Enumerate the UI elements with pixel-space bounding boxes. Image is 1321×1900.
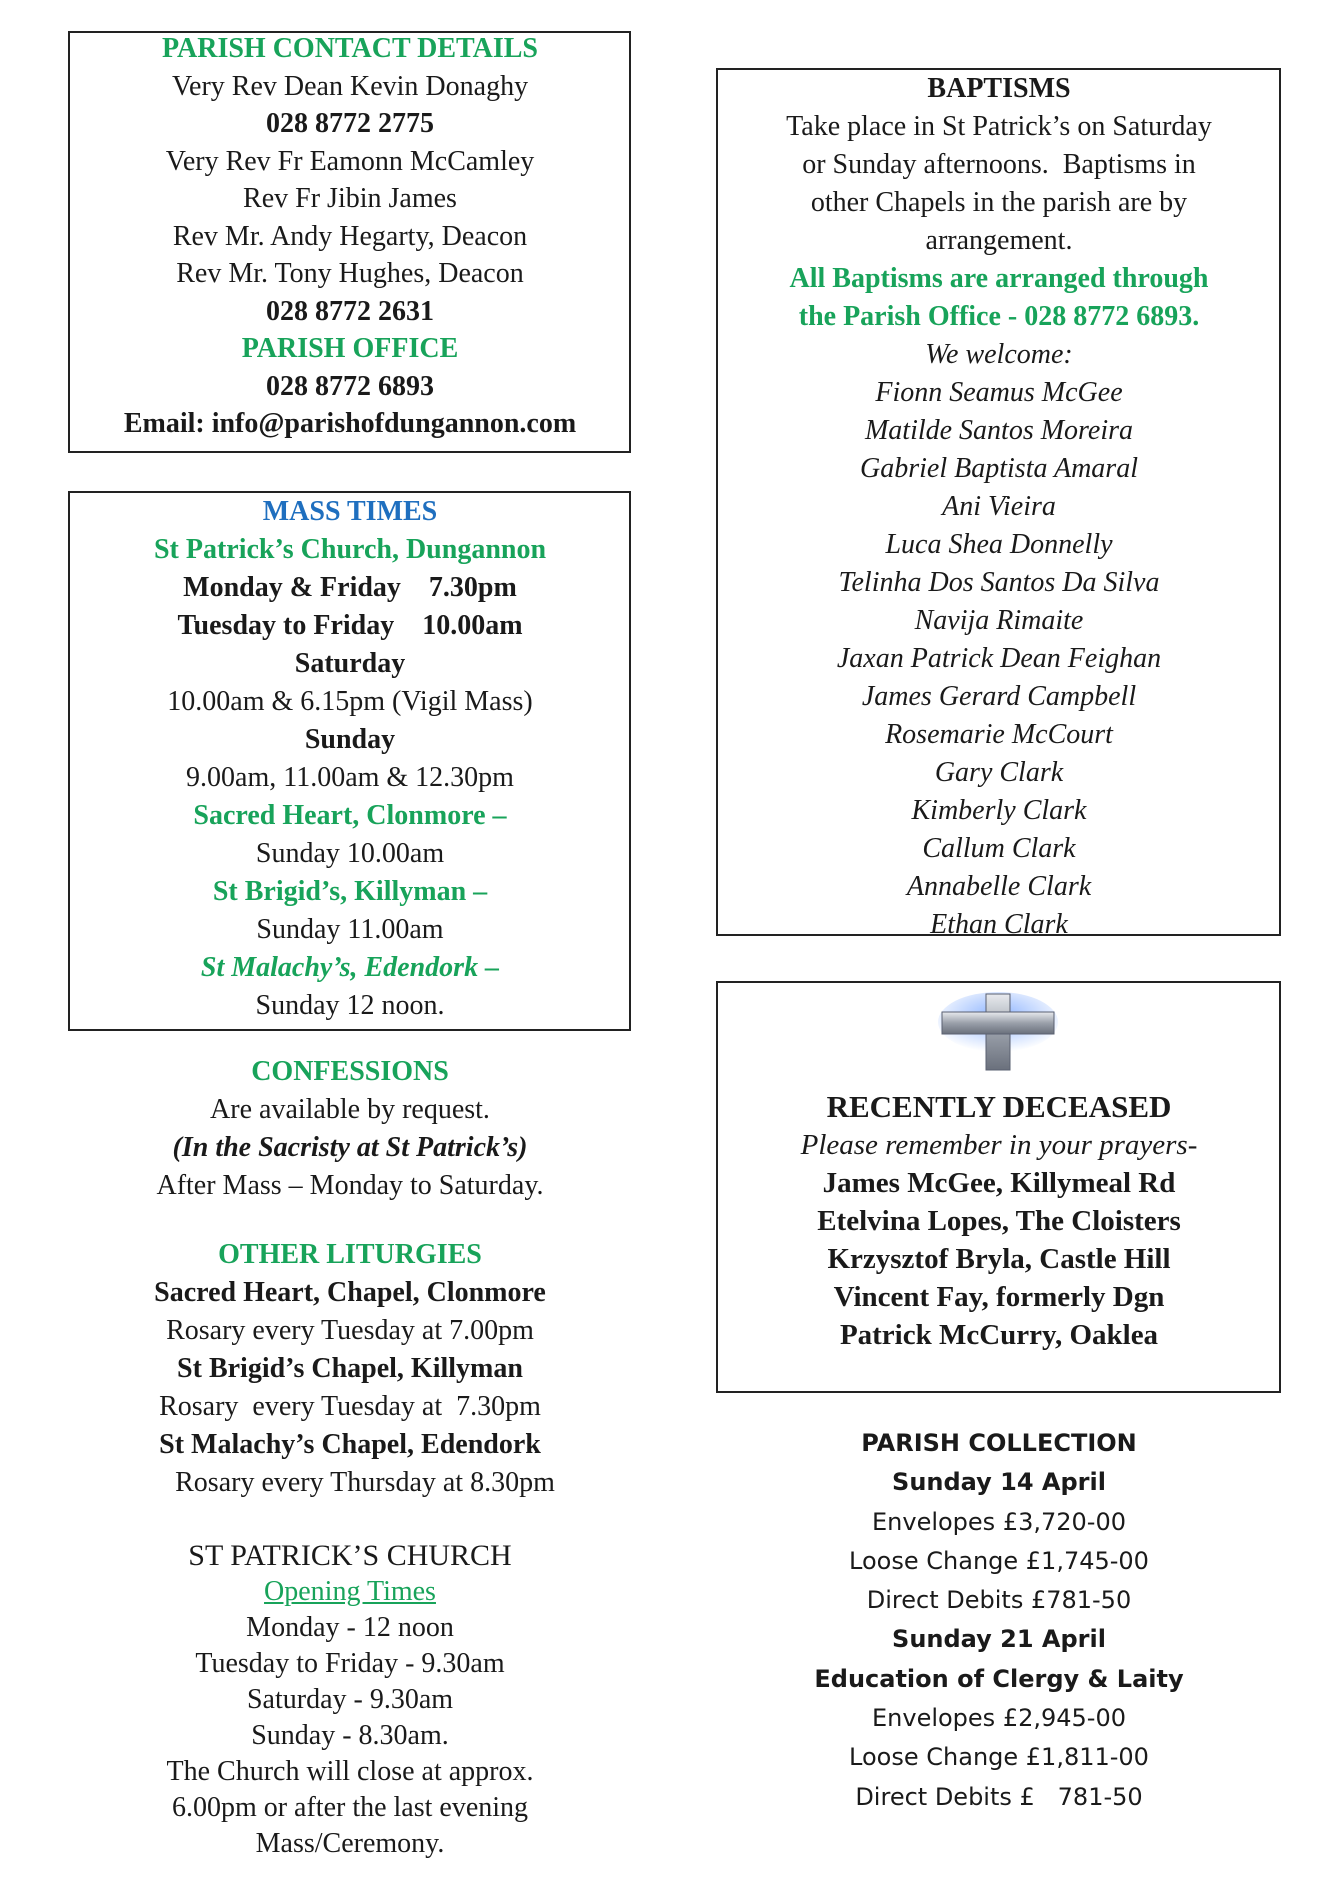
church-line-1: Monday - 12 noon [246,1612,454,1643]
liturgies-line-6: Rosary every Thursday at 8.30pm [175,1467,555,1498]
contact-heading: PARISH CONTACT DETAILS [161,33,538,64]
recently-deceased [718,1088,1280,1354]
mass-church-st-brigids: St Brigid’s, Killyman – [212,876,488,907]
other-liturgies [70,1236,630,1502]
baptism-name: Ani Vieira [942,491,1056,522]
cross-icon [928,990,1068,1072]
clergy-4: Rev Mr. Andy Hegarty, Deacon [172,220,528,252]
deceased-name: Krzysztof Bryla, Castle Hill [827,1243,1171,1275]
baptism-names-list [718,374,1280,944]
church-line-7: Mass/Ceremony. [255,1828,445,1859]
collection-line-5: Loose Change £1,811-00 [849,1743,1149,1772]
mass-sunday-label: Sunday [304,724,396,755]
baptisms-line-3: other Chapels in the parish are by [810,187,1188,218]
mass-line-2: Tuesday to Friday 10.00am [177,610,523,641]
confessions-line-2: (In the Sacristy at St Patrick’s) [172,1132,528,1163]
mass-line-1: Monday & Friday 7.30pm [183,572,517,603]
liturgies-heading: OTHER LITURGIES [218,1239,482,1270]
baptism-name: Gabriel Baptista Amaral [860,453,1138,484]
church-line-4: Sunday - 8.30am. [251,1720,449,1751]
confessions-heading: CONFESSIONS [251,1056,449,1087]
liturgies-line-2: Rosary every Tuesday at 7.00pm [166,1315,534,1346]
collection-line-6: Direct Debits £ 781-50 [855,1782,1143,1811]
liturgies-line-1: Sacred Heart, Chapel, Clonmore [154,1277,546,1308]
church-line-6: 6.00pm or after the last evening [171,1792,529,1823]
baptism-name: Navija Rimaite [914,605,1084,636]
church-line-2: Tuesday to Friday - 9.30am [195,1648,505,1679]
baptisms-line-1: Take place in St Patrick’s on Saturday [786,111,1212,142]
baptisms-green-2: the Parish Office - 028 8772 6893. [798,301,1200,332]
liturgies-line-5: St Malachy’s Chapel, Edendork [159,1429,541,1460]
church-line-5: The Church will close at approx. [166,1756,534,1787]
baptism-name: Rosemarie McCourt [885,719,1113,750]
office-heading: PARISH OFFICE [241,333,459,364]
baptisms-line-2: or Sunday afternoons. Baptisms in [802,149,1196,180]
clergy-3: Rev Fr Jibin James [243,183,457,214]
collection-line-1: Envelopes £3,720-00 [871,1507,1126,1536]
parish-collection [718,1424,1280,1817]
deceased-heading: RECENTLY DECEASED [826,1089,1172,1124]
mass-sunday-times: 9.00am, 11.00am & 12.30pm [186,762,514,793]
collection-line-3: Direct Debits £781-50 [866,1586,1132,1615]
church-opening-times [70,1538,630,1862]
email-address: Email: info@parishofdungannon.com [123,408,577,439]
collection-line-2: Loose Change £1,745-00 [849,1546,1149,1575]
baptism-name: James Gerard Campbell [861,681,1137,712]
mass-church-st-malachys: St Malachy’s, Edendork – [200,952,500,983]
baptism-name: Annabelle Clark [906,871,1092,902]
collection-date-2: Sunday 21 April [892,1625,1106,1654]
deceased-name: Patrick McCurry, Oaklea [839,1319,1159,1351]
baptism-name: Matilde Santos Moreira [864,415,1134,446]
confessions [70,1053,630,1205]
deceased-name: James McGee, Killymeal Rd [822,1167,1176,1199]
church-opening-subheading: Opening Times [264,1576,436,1607]
mass-saturday-times: 10.00am & 6.15pm (Vigil Mass) [167,686,533,717]
collection-subheading-2: Education of Clergy & Laity [814,1664,1184,1693]
baptisms-welcome: We welcome: [925,339,1073,370]
deceased-names-list [718,1164,1280,1354]
church-heading: ST PATRICK’S CHURCH [188,1539,512,1572]
phone-2: 028 8772 2631 [266,295,434,327]
baptism-name: Telinha Dos Santos Da Silva [838,567,1160,598]
mass-church-st-patricks: St Patrick’s Church, Dungannon [153,534,547,565]
baptisms-green-1: All Baptisms are arranged through [789,263,1209,294]
collection-heading: PARISH COLLECTION [861,1429,1137,1457]
baptisms-heading: BAPTISMS [927,73,1071,104]
clergy-5: Rev Mr. Tony Hughes, Deacon [176,258,524,289]
baptisms [718,70,1280,944]
church-line-3: Saturday - 9.30am [246,1684,454,1715]
liturgies-line-3: St Brigid’s Chapel, Killyman [177,1353,523,1384]
deceased-name: Etelvina Lopes, The Cloisters [817,1205,1181,1237]
office-phone: 028 8772 6893 [266,370,434,402]
mass-church-sacred-heart: Sacred Heart, Clonmore – [193,800,507,831]
baptism-name: Callum Clark [922,833,1076,864]
baptisms-line-4: arrangement. [925,225,1073,256]
baptism-name: Jaxan Patrick Dean Feighan [836,643,1162,674]
baptism-name: Gary Clark [934,757,1064,788]
confessions-line-1: Are available by request. [210,1094,490,1125]
confessions-line-3: After Mass – Monday to Saturday. [156,1170,544,1201]
collection-line-4: Envelopes £2,945-00 [871,1704,1126,1733]
baptism-name: Fionn Seamus McGee [875,377,1123,408]
mass-saturday-label: Saturday [294,648,406,679]
mass-times [70,493,630,1025]
mass-st-brigids-time: Sunday 11.00am [256,914,444,945]
deceased-subheading: Please remember in your prayers- [800,1129,1198,1161]
baptism-name: Kimberly Clark [911,795,1087,826]
clergy-2: Very Rev Fr Eamonn McCamley [165,145,535,177]
collection-date-1: Sunday 14 April [892,1468,1106,1497]
baptism-name: Ethan Clark [930,909,1068,940]
clergy-dean: Very Rev Dean Kevin Donaghy [171,70,529,102]
liturgies-line-4: Rosary every Tuesday at 7.30pm [159,1391,541,1422]
baptism-name: Luca Shea Donnelly [885,529,1113,560]
mass-heading: MASS TIMES [262,496,438,527]
deceased-name: Vincent Fay, formerly Dgn [833,1281,1165,1313]
mass-sacred-heart-time: Sunday 10.00am [255,838,445,869]
phone-1: 028 8772 2775 [266,108,434,139]
contact-details [70,30,630,443]
mass-st-malachys-time: Sunday 12 noon. [255,990,445,1021]
